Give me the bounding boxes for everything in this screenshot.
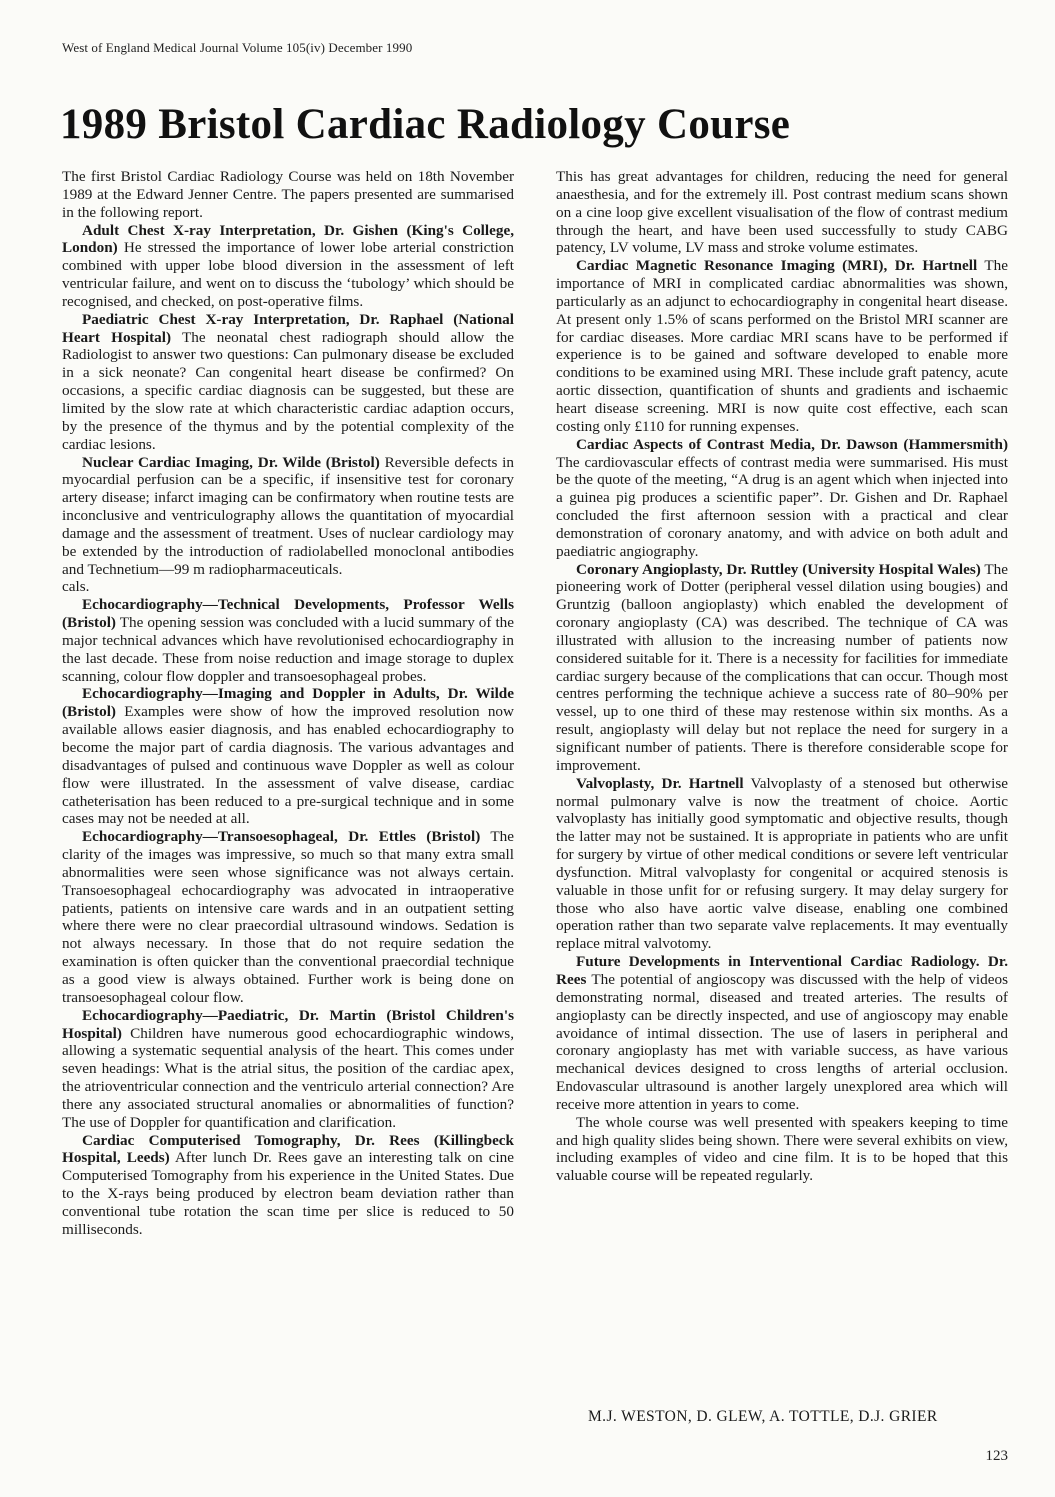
paragraph-text: Examples were show of how the improved resolution now available allows easier diagnosis, and has enabled echocardiography to become the major part of cardia diagnosis. The various advantages and disadvantages of pulsed and continuous wave Doppler as well as colour flow were illustrated. In the assessment of valve disease, cardiac catheterisation has been reduced to a pre-surgical technique and in some cases may not be needed at all. xyxy=(62,703,514,828)
paragraph-heading: Adult Chest X-ray Interpretation, Dr. Gishen (King's College, London) xyxy=(62,221,514,257)
paragraph-heading: Echocardiography—Technical Developments, Professor Wells (Bristol) xyxy=(62,596,514,632)
paragraph xyxy=(556,953,1008,1114)
paragraph xyxy=(62,1007,514,1132)
paragraph xyxy=(62,685,514,828)
paragraph xyxy=(556,561,1008,775)
paragraph-heading: Echocardiography—Transoesophageal, Dr. Ettles (Bristol) xyxy=(82,828,481,846)
paragraph xyxy=(62,578,514,596)
paragraph-text: The opening session was concluded with a lucid summary of the major technical advances which have revolutionised echocardiography in the last decade. These from noise reduction and image storage to duplex scanning, colour flow doppler and transoesophageal probes. xyxy=(62,614,514,685)
paragraph xyxy=(62,222,514,311)
paragraph-text: Reversible defects in myocardial perfusion can be a specific, if insensitive test for coronary artery disease; infarct imaging can be confirmatory when routine tests are inconclusive and ventriculography allows the quantitation of myocardial damage and the assessment of treatment. Uses of nuclear cardiology may be extended by the introduction of radiolabelled monoclonal antibodies and Technetium—99 m radiopharmaceuticals. xyxy=(62,453,514,578)
paragraph xyxy=(556,436,1008,561)
paragraph-text: cals. xyxy=(62,578,90,596)
paragraph-text: Valvoplasty of a stenosed but otherwise normal pulmonary valve is now the treatment of choice. Aortic valvoplasty has initially good symptomatic and objective results, though the latter may not be sustained. It is appropriate in patients who are unfit for surgery by virtue of other medical conditions or severe left ventricular dysfunction. Mitral valvoplasty for congenital or acquired stenosis is valuable in those unfit for or refusing surgery. It may delay surgery for those who also have aortic valve disease, enabling one combined operation rather than two separate valve replacements. It may eventually replace mitral valvotomy. xyxy=(556,774,1008,953)
paragraph-text: The whole course was well presented with speakers keeping to time and high quality slides being shown. There were several exhibits on view, including examples of video and cine film. It is to be hoped that this valuable course will be repeated regularly. xyxy=(556,1113,1008,1185)
paragraph xyxy=(62,1132,514,1239)
paragraph-text: The cardiovascular effects of contrast media were summarised. His must be the quote of the meeting, “A drug is an agent which when injected into a guinea pig produces a scientific paper”. Dr. Gishen and Dr. Raphael concluded the first afternoon session with a practical and clear demonstration of coronary anatomy, and with advice on both adult and paediatric angiography. xyxy=(556,453,1008,560)
paragraph-text: Children have numerous good echocardiographic windows, allowing a systematic sequential analysis of the heart. This comes under seven headings: What is the atrial situs, the position of the cardiac apex, the atrioventricular connection and the ventriculo arterial connection? Are there any associated structural anomalies or abnormalities of function? The use of Doppler for quantification and clarification. xyxy=(62,1024,514,1131)
paragraph-text: He stressed the importance of lower lobe arterial constriction combined with upper lobe blood diversion in the assessment of left ventricular failure, and went on to discuss the ‘tubology’ which should be recognised, and checked, on post-operative films. xyxy=(62,239,514,310)
left-column xyxy=(62,168,514,1239)
paragraph-heading: Valvoplasty, Dr. Hartnell xyxy=(576,774,744,792)
paragraph xyxy=(62,454,514,579)
right-column xyxy=(556,168,1008,1185)
paragraph xyxy=(556,775,1008,953)
paragraph-text: The pioneering work of Dotter (peripheral vessel dilation using bougies) and Gruntzig (balloon angioplasty) which enabled the development of coronary angioplasty (CA) was described. The technique of CA was illustrated with allusion to the increasing number of patients now considered suitable for it. There is a necessity for facilities for immediate cardiac surgery because of the complications that can occur. Though most centres performing the technique achieve a success rate of 80–90% per vessel, up to one third of these may restenose within six months. As a result, angioplasty will delay but not replace the need for surgery in a significant number of patients. There is therefore considerable scope for improvement. xyxy=(556,560,1008,774)
paragraph xyxy=(556,168,1008,257)
paragraph-text: This has great advantages for children, reducing the need for general anaesthesia, and for the extremely ill. Post contrast medium scans shown on a cine loop give excellent visualisation of the flow of contrast medium through the heart, and have been used successfully to study CABG patency, LV volume, LV mass and stroke volume estimates. xyxy=(556,168,1008,257)
paragraph-heading: Coronary Angioplasty, Dr. Ruttley (University Hospital Wales) xyxy=(576,560,981,578)
paragraph-heading: Future Developments in Interventional Cardiac Radiology. Dr. Rees xyxy=(556,953,1008,988)
paragraph xyxy=(62,311,514,454)
article-title: 1989 Bristol Cardiac Radiology Course xyxy=(60,101,791,148)
paragraph xyxy=(62,828,514,1006)
paragraph-text: The potential of angioscopy was discussed with the help of videos demonstrating normal, diseased and treated arteries. The results of angioplasty can be directly inspected, and use of angioscopy may enable avoidance of intimal dissection. The use of lasers in peripheral and coronary angioplasty has met with variable success, as have various mechanical devices designed to cross lengths of arterial occlusion. Endovascular ultrasound is another largely unexplored area which will receive more attention in years to come. xyxy=(556,970,1008,1113)
paragraph-heading: Cardiac Magnetic Resonance Imaging (MRI), Dr. Hartnell xyxy=(576,257,978,275)
paragraph-heading: Cardiac Aspects of Contrast Media, Dr. Dawson (Hammersmith) xyxy=(576,435,1008,453)
paragraph xyxy=(556,257,1008,435)
running-head: West of England Medical Journal Volume 105(iv) December 1990 xyxy=(62,40,413,55)
page-number: 123 xyxy=(985,1448,1008,1464)
paragraph-text: The clarity of the images was impressive, so much so that many extra small abnormalities were seen whose significance was not always certain. Transoesophageal echocardiography was advocated in intraoperative patients, patients on intensive care wards and in an outpatient setting where there were no clear praecordial ultrasound windows. Sedation is not always necessary. In those that do not require sedation the examination is often quicker than the conventional praecordial technique as a good view is always obtained. Further work is being done on transoesophageal colour flow. xyxy=(62,828,514,1006)
paragraph-text: After lunch Dr. Rees gave an interesting talk on cine Computerised Tomography from his experience in the United States. Due to the X-rays being produced by electron beam deviation rather than conventional tube rotation the scan time per slice is reduced to 50 milliseconds. xyxy=(62,1149,514,1238)
paragraph-text: The neonatal chest radiograph should allow the Radiologist to answer two questions: Can pulmonary disease be excluded in a sick neonate? Can congenital heart disease be confirmed? On occasions, a specific cardiac diagnosis can be suggested, but these are limited by the slow rate at which characteristic cardiac adaption occurs, by the presence of the thymus and by the potential complexity of the cardiac lesions. xyxy=(62,328,515,453)
paragraph xyxy=(556,1114,1008,1185)
paragraph xyxy=(62,596,514,685)
paragraph-heading: Cardiac Computerised Tomography, Dr. Rees (Killingbeck Hospital, Leeds) xyxy=(62,1131,514,1167)
paragraph-heading: Paediatric Chest X-ray Interpretation, Dr. Raphael (National Heart Hospital) xyxy=(62,310,514,346)
paragraph-heading: Echocardiography—Paediatric, Dr. Martin (Bristol Children's Hospital) xyxy=(62,1006,514,1042)
paragraph-heading: Echocardiography—Imaging and Doppler in Adults, Dr. Wilde (Bristol) xyxy=(62,685,514,721)
paragraph-text: The importance of MRI in complicated cardiac abnormalities was shown, particularly as an adjunct to echocardiography in congenital heart disease. At present only 1.5% of scans performed on the Bristol MRI scanner are for cardiac diseases. More cardiac MRI scans have to be performed if experience is to be gained and software developed to enable more conditions to be examined using MRI. These include graft patency, acute aortic dissection, quantification of shunts and gradients and ischaemic heart disease screening. MRI is now quite cost effective, each scan costing only £110 for running expenses. xyxy=(556,257,1008,435)
author-signature: M.J. WESTON, D. GLEW, A. TOTTLE, D.J. GRIER xyxy=(588,1408,938,1425)
paragraph xyxy=(62,168,514,222)
paragraph-text: The first Bristol Cardiac Radiology Course was held on 18th November 1989 at the Edward Jenner Centre. The papers presented are summarised in the following report. xyxy=(62,168,514,221)
paragraph-heading: Nuclear Cardiac Imaging, Dr. Wilde (Bristol) xyxy=(82,453,380,471)
